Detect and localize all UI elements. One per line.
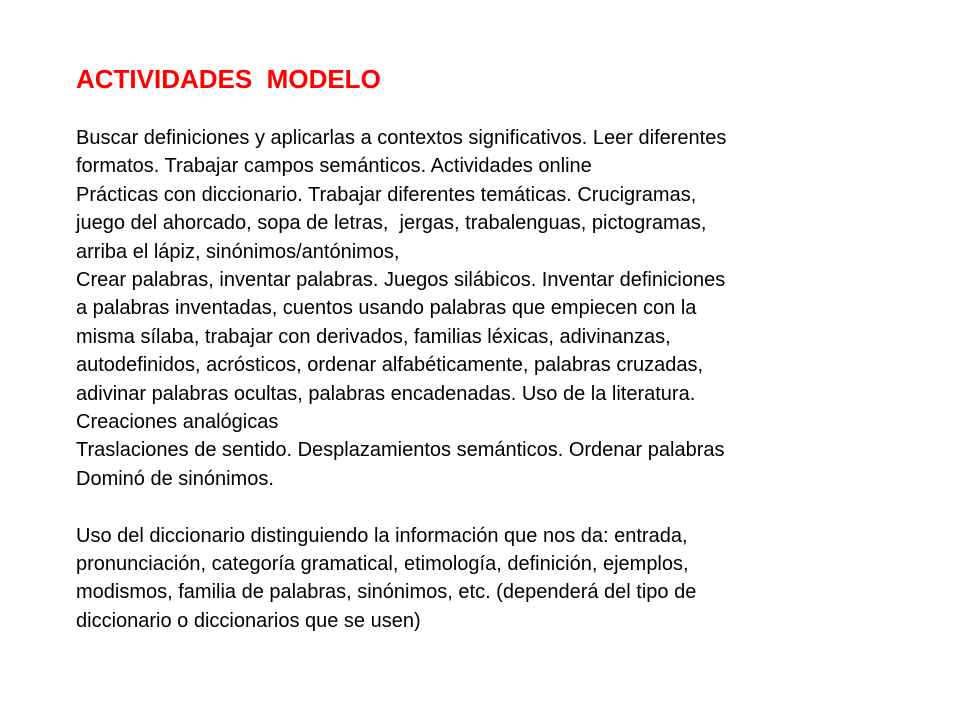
body-line: pronunciación, categoría gramatical, etimología, definición, ejemplos, (76, 553, 689, 576)
body-line: modismos, familia de palabras, sinónimos, etc. (dependerá del tipo de (76, 581, 697, 604)
body-line: a palabras inventadas, cuentos usando palabras que empiecen con la (76, 297, 697, 320)
slide-title: ACTIVIDADES MODELO (76, 64, 381, 94)
body-line: Crear palabras, inventar palabras. Juegos silábicos. Inventar definiciones (76, 269, 726, 292)
body-line: Buscar definiciones y aplicarlas a contextos significativos. Leer diferentes (76, 127, 727, 149)
body-line: arriba el lápiz, sinónimos/antónimos, (76, 240, 400, 263)
body-line: formatos. Trabajar campos semánticos. Actividades online (76, 155, 592, 178)
body-line: Prácticas con diccionario. Trabajar diferentes temáticas. Crucigramas, (76, 183, 697, 206)
body-line: Uso del diccionario distinguiendo la información que nos da: entrada, (76, 524, 688, 547)
body-line: juego del ahorcado, sopa de letras, jergas, trabalenguas, pictogramas, (76, 212, 707, 235)
body-line: diccionario o diccionarios que se usen) (76, 609, 421, 632)
body-line: autodefinidos, acrósticos, ordenar alfabéticamente, palabras cruzadas, (76, 354, 704, 377)
body-line: Traslaciones de sentido. Desplazamientos semánticos. Ordenar palabras (76, 439, 725, 462)
body-line: Creaciones analógicas (76, 411, 279, 434)
slide-body (76, 124, 936, 635)
paragraph-gap (76, 493, 936, 521)
body-line: misma sílaba, trabajar con derivados, familias léxicas, adivinanzas, (76, 325, 671, 348)
body-line: adivinar palabras ocultas, palabras encadenadas. Uso de la literatura. (76, 382, 696, 405)
body-line: Dominó de sinónimos. (76, 467, 274, 490)
